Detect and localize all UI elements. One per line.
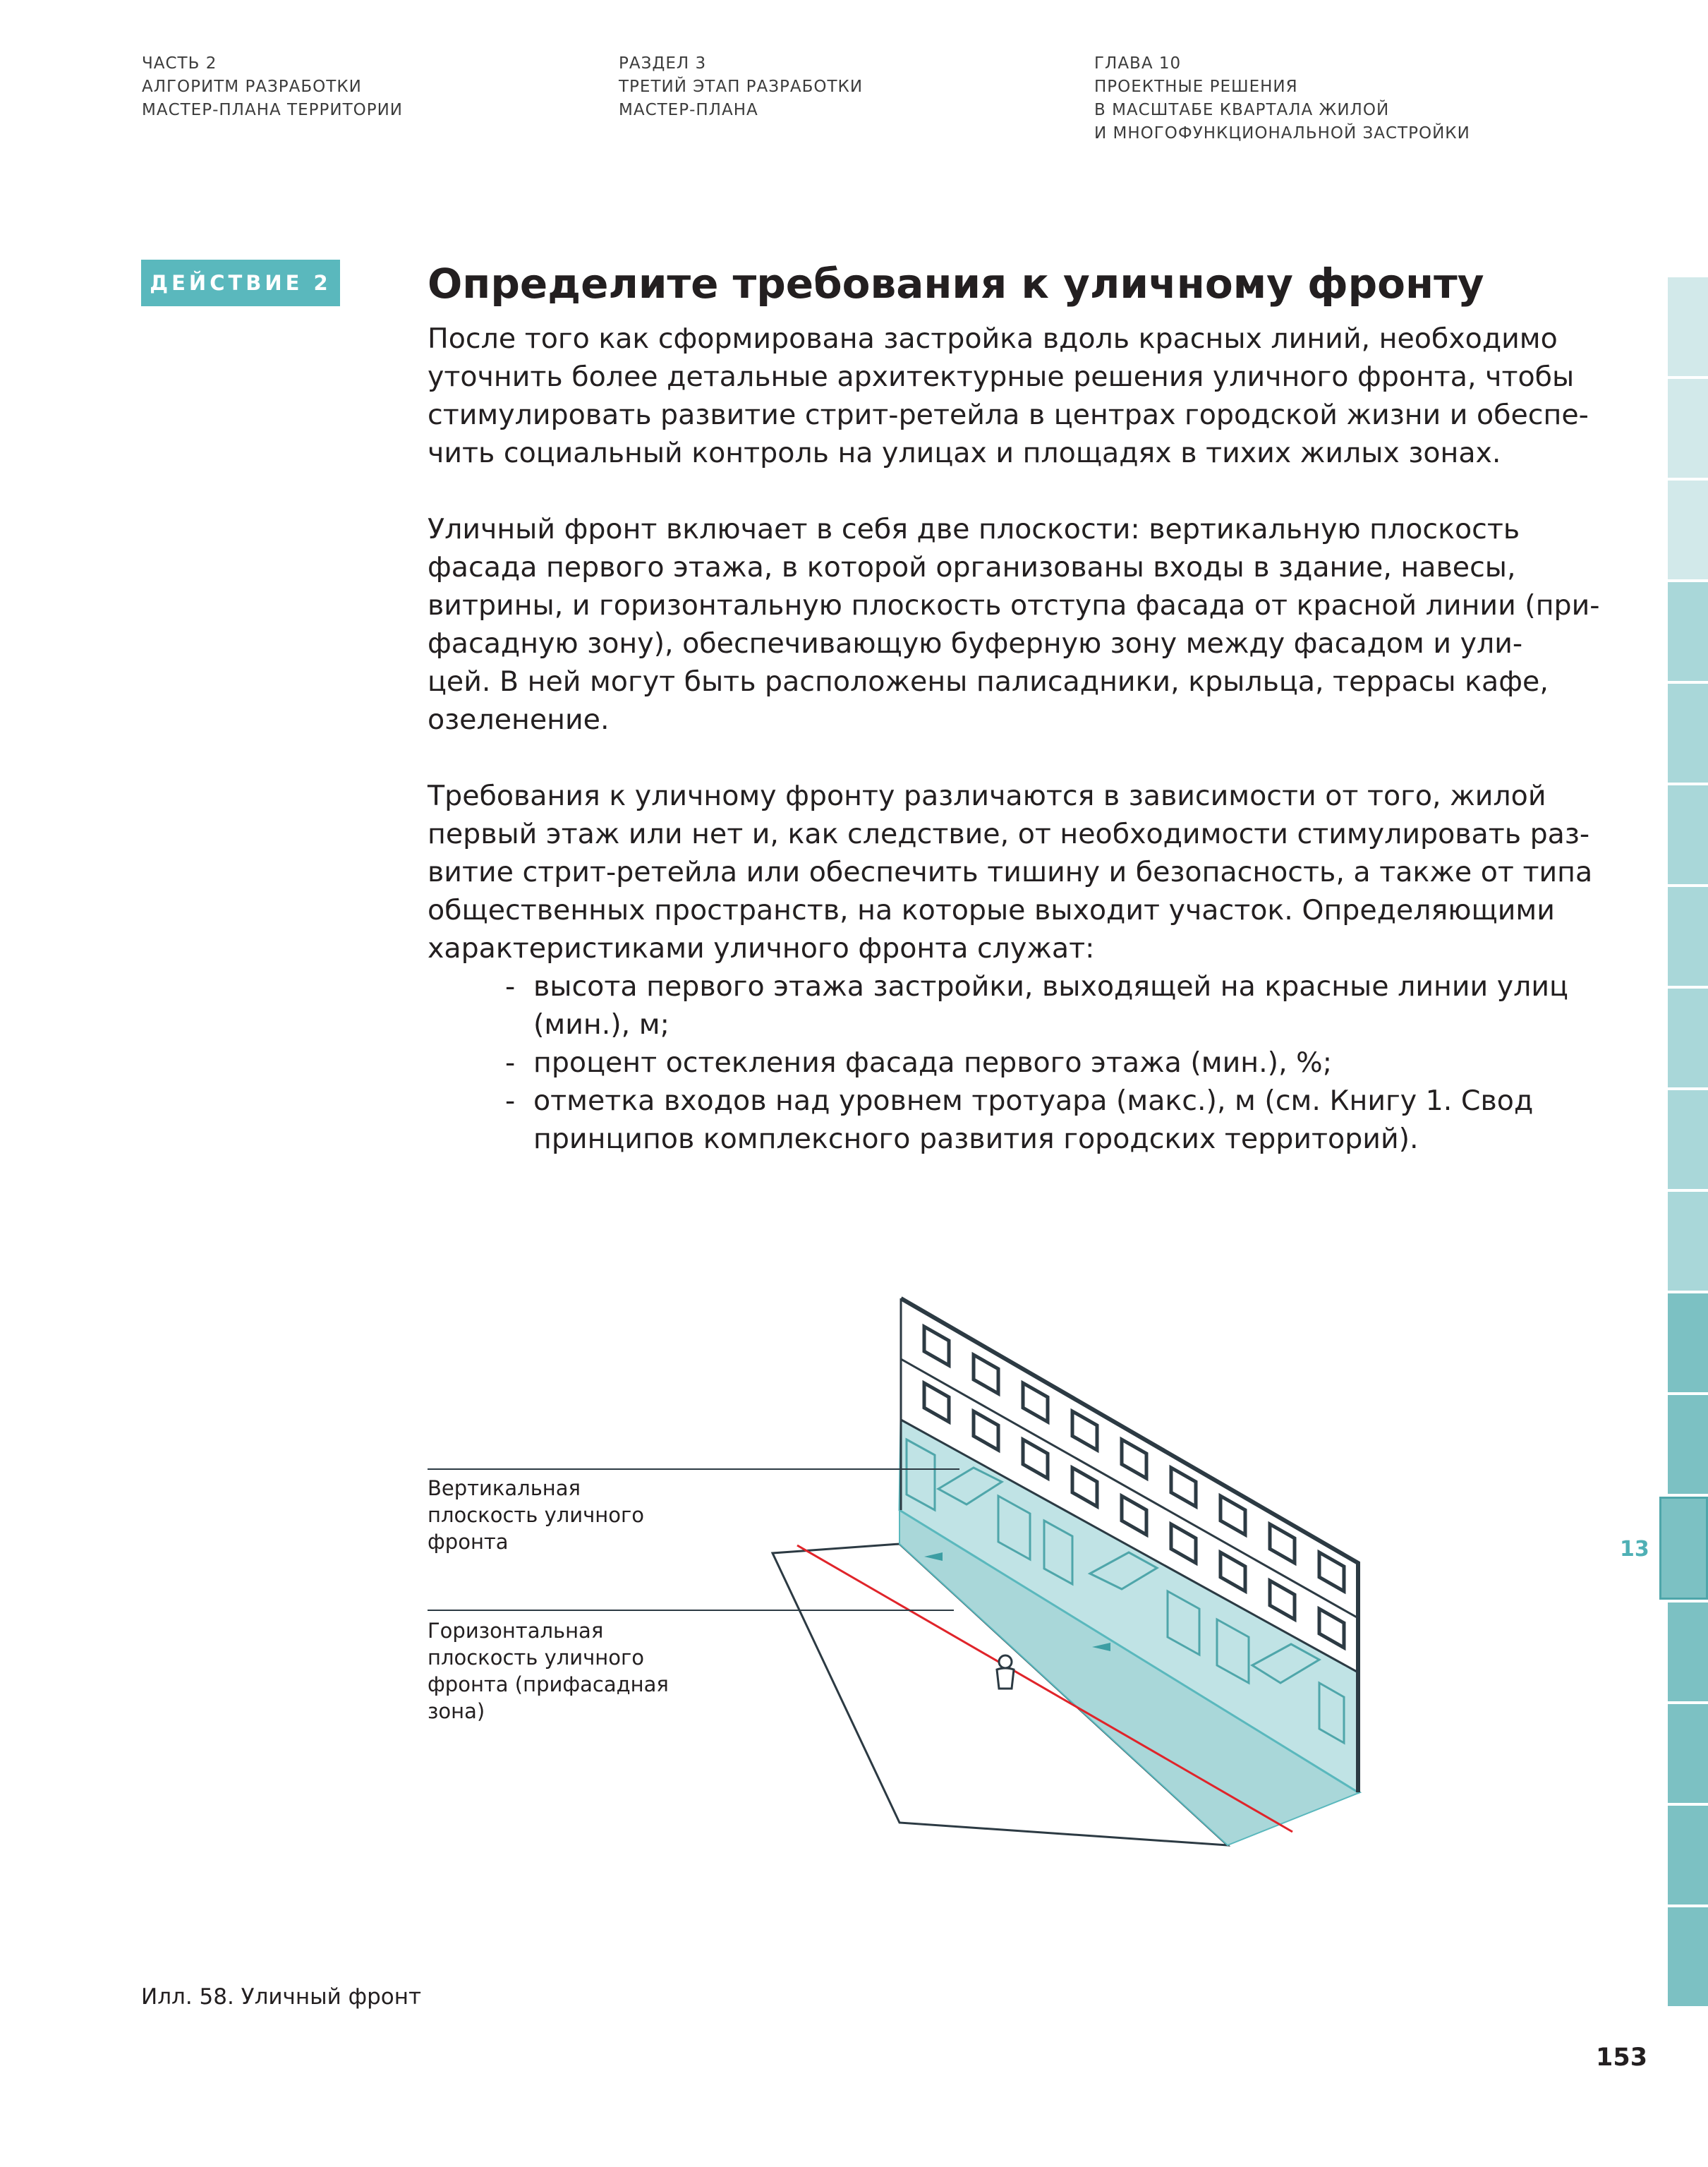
label-vertical-plane (428, 1475, 644, 1555)
header-line: ГЛАВА 10 (1094, 54, 1182, 73)
chapter-tab[interactable] (1668, 1704, 1708, 1803)
header-line: РАЗДЕЛ 3 (619, 54, 707, 73)
text-line: уточнить более детальные архитектурные решения уличного фронта, чтобы (428, 361, 1575, 393)
text-line: фасадную зону), обеспечивающую буферную зону между фасадом и ули- (428, 627, 1523, 660)
paragraph (428, 320, 1589, 472)
text-line: - процент остекления фасада первого этажа (мин.), %; (533, 1046, 1333, 1079)
paragraph (428, 510, 1600, 739)
requirements-list (428, 967, 1568, 1158)
text-line: - высота первого этажа застройки, выходящей на красные линии улиц (533, 970, 1568, 1003)
chapter-tab[interactable] (1668, 481, 1708, 579)
pedestrian-icon (997, 1655, 1014, 1689)
header-line: ЧАСТЬ 2 (142, 54, 217, 73)
list-item (505, 1044, 1563, 1082)
text-line: Требования к уличному фронту различаются в зависимости от того, жилой (428, 780, 1546, 812)
header-line: В МАСШТАБЕ КВАРТАЛА ЖИЛОЙ (1094, 101, 1390, 119)
header-line: МАСТЕР-ПЛАНА ТЕРРИТОРИИ (142, 101, 404, 119)
label-line: фронта (прифасадная (428, 1672, 669, 1696)
label-line: зона) (428, 1699, 485, 1723)
text-line: - отметка входов над уровнем тротуара (макс.), м (см. Книгу 1. Свод (533, 1085, 1534, 1117)
chapter-tab[interactable] (1668, 1192, 1708, 1291)
chapter-tab[interactable] (1668, 684, 1708, 783)
text-line: Уличный фронт включает в себя две плоскости: вертикальную плоскость (428, 513, 1520, 545)
list-item (505, 967, 1568, 1044)
chapter-tab[interactable] (1668, 1293, 1708, 1392)
chapter-tab[interactable] (1668, 582, 1708, 681)
label-line: фронта (428, 1530, 509, 1554)
text-line: общественных пространств, на которые выходит участок. Определяющими (428, 894, 1555, 926)
label-line: Вертикальная (428, 1476, 581, 1500)
chapter-tab[interactable] (1668, 1907, 1708, 2006)
street-front-diagram (416, 1284, 1397, 1863)
chapter-tab[interactable] (1668, 887, 1708, 986)
header-line: АЛГОРИТМ РАЗРАБОТКИ (142, 78, 362, 96)
text-line: стимулировать развитие стрит-ретейла в центрах городской жизни и обеспе- (428, 399, 1589, 431)
chapter-tab[interactable] (1668, 785, 1708, 884)
chapter-tab[interactable] (1668, 277, 1708, 376)
text-line: озеленение. (428, 704, 610, 736)
chapter-tab[interactable] (1668, 1395, 1708, 1494)
label-line: плоскость уличного (428, 1646, 644, 1670)
text-line: После того как сформирована застройка вдоль красных линий, необходимо (428, 322, 1558, 355)
chapter-tab[interactable] (1668, 1806, 1708, 1905)
header-line: ТРЕТИЙ ЭТАП РАЗРАБОТКИ (619, 78, 864, 96)
label-line: плоскость уличного (428, 1503, 644, 1527)
chapter-tab[interactable] (1668, 379, 1708, 478)
header-line: ПРОЕКТНЫЕ РЕШЕНИЯ (1094, 78, 1298, 96)
paragraph (428, 777, 1593, 967)
text-line: первый этаж или нет и, как следствие, от необходимости стимулировать раз- (428, 818, 1590, 850)
chapter-tab-active[interactable] (1659, 1497, 1708, 1600)
list-item (505, 1082, 1563, 1158)
chapter-tab[interactable] (1668, 1602, 1708, 1701)
action-badge: ДЕЙСТВИЕ 2 (141, 260, 340, 306)
text-line: принципов комплексного развития городских территорий). (533, 1123, 1419, 1155)
text-line: чить социальный контроль на улицах и площадях в тихих жилых зонах. (428, 437, 1501, 469)
chapter-tab[interactable] (1668, 1090, 1708, 1189)
chapter-tab[interactable] (1668, 989, 1708, 1087)
label-line: Горизонтальная (428, 1619, 604, 1643)
label-horizontal-plane (428, 1617, 669, 1725)
text-line: фасада первого этажа, в которой организованы входы в здание, навесы, (428, 551, 1516, 584)
text-line: витие стрит-ретейла или обеспечить тишину и безопасность, а также от типа (428, 856, 1593, 888)
text-line: цей. В ней могут быть расположены палисадники, крыльца, террасы кафе, (428, 665, 1549, 698)
body-text (428, 320, 1600, 1158)
text-line: характеристиками уличного фронта служат: (428, 932, 1095, 965)
chapter-number: 13 (1620, 1537, 1649, 1562)
header-line: И МНОГОФУНКЦИОНАЛЬНОЙ ЗАСТРОЙКИ (1094, 124, 1470, 143)
header-part (142, 52, 403, 122)
page-number: 153 (1596, 2044, 1648, 2072)
header-section (619, 52, 863, 122)
page-title: Определите требования к уличному фронту (428, 260, 1484, 308)
chapter-nav (1668, 277, 1708, 2009)
header-chapter (1094, 52, 1470, 145)
header-line: МАСТЕР-ПЛАНА (619, 101, 758, 119)
text-line: витрины, и горизонтальную плоскость отступа фасада от красной линии (при- (428, 589, 1600, 622)
text-line: (мин.), м; (533, 1008, 670, 1041)
figure-caption: Илл. 58. Уличный фронт (141, 1984, 422, 2010)
